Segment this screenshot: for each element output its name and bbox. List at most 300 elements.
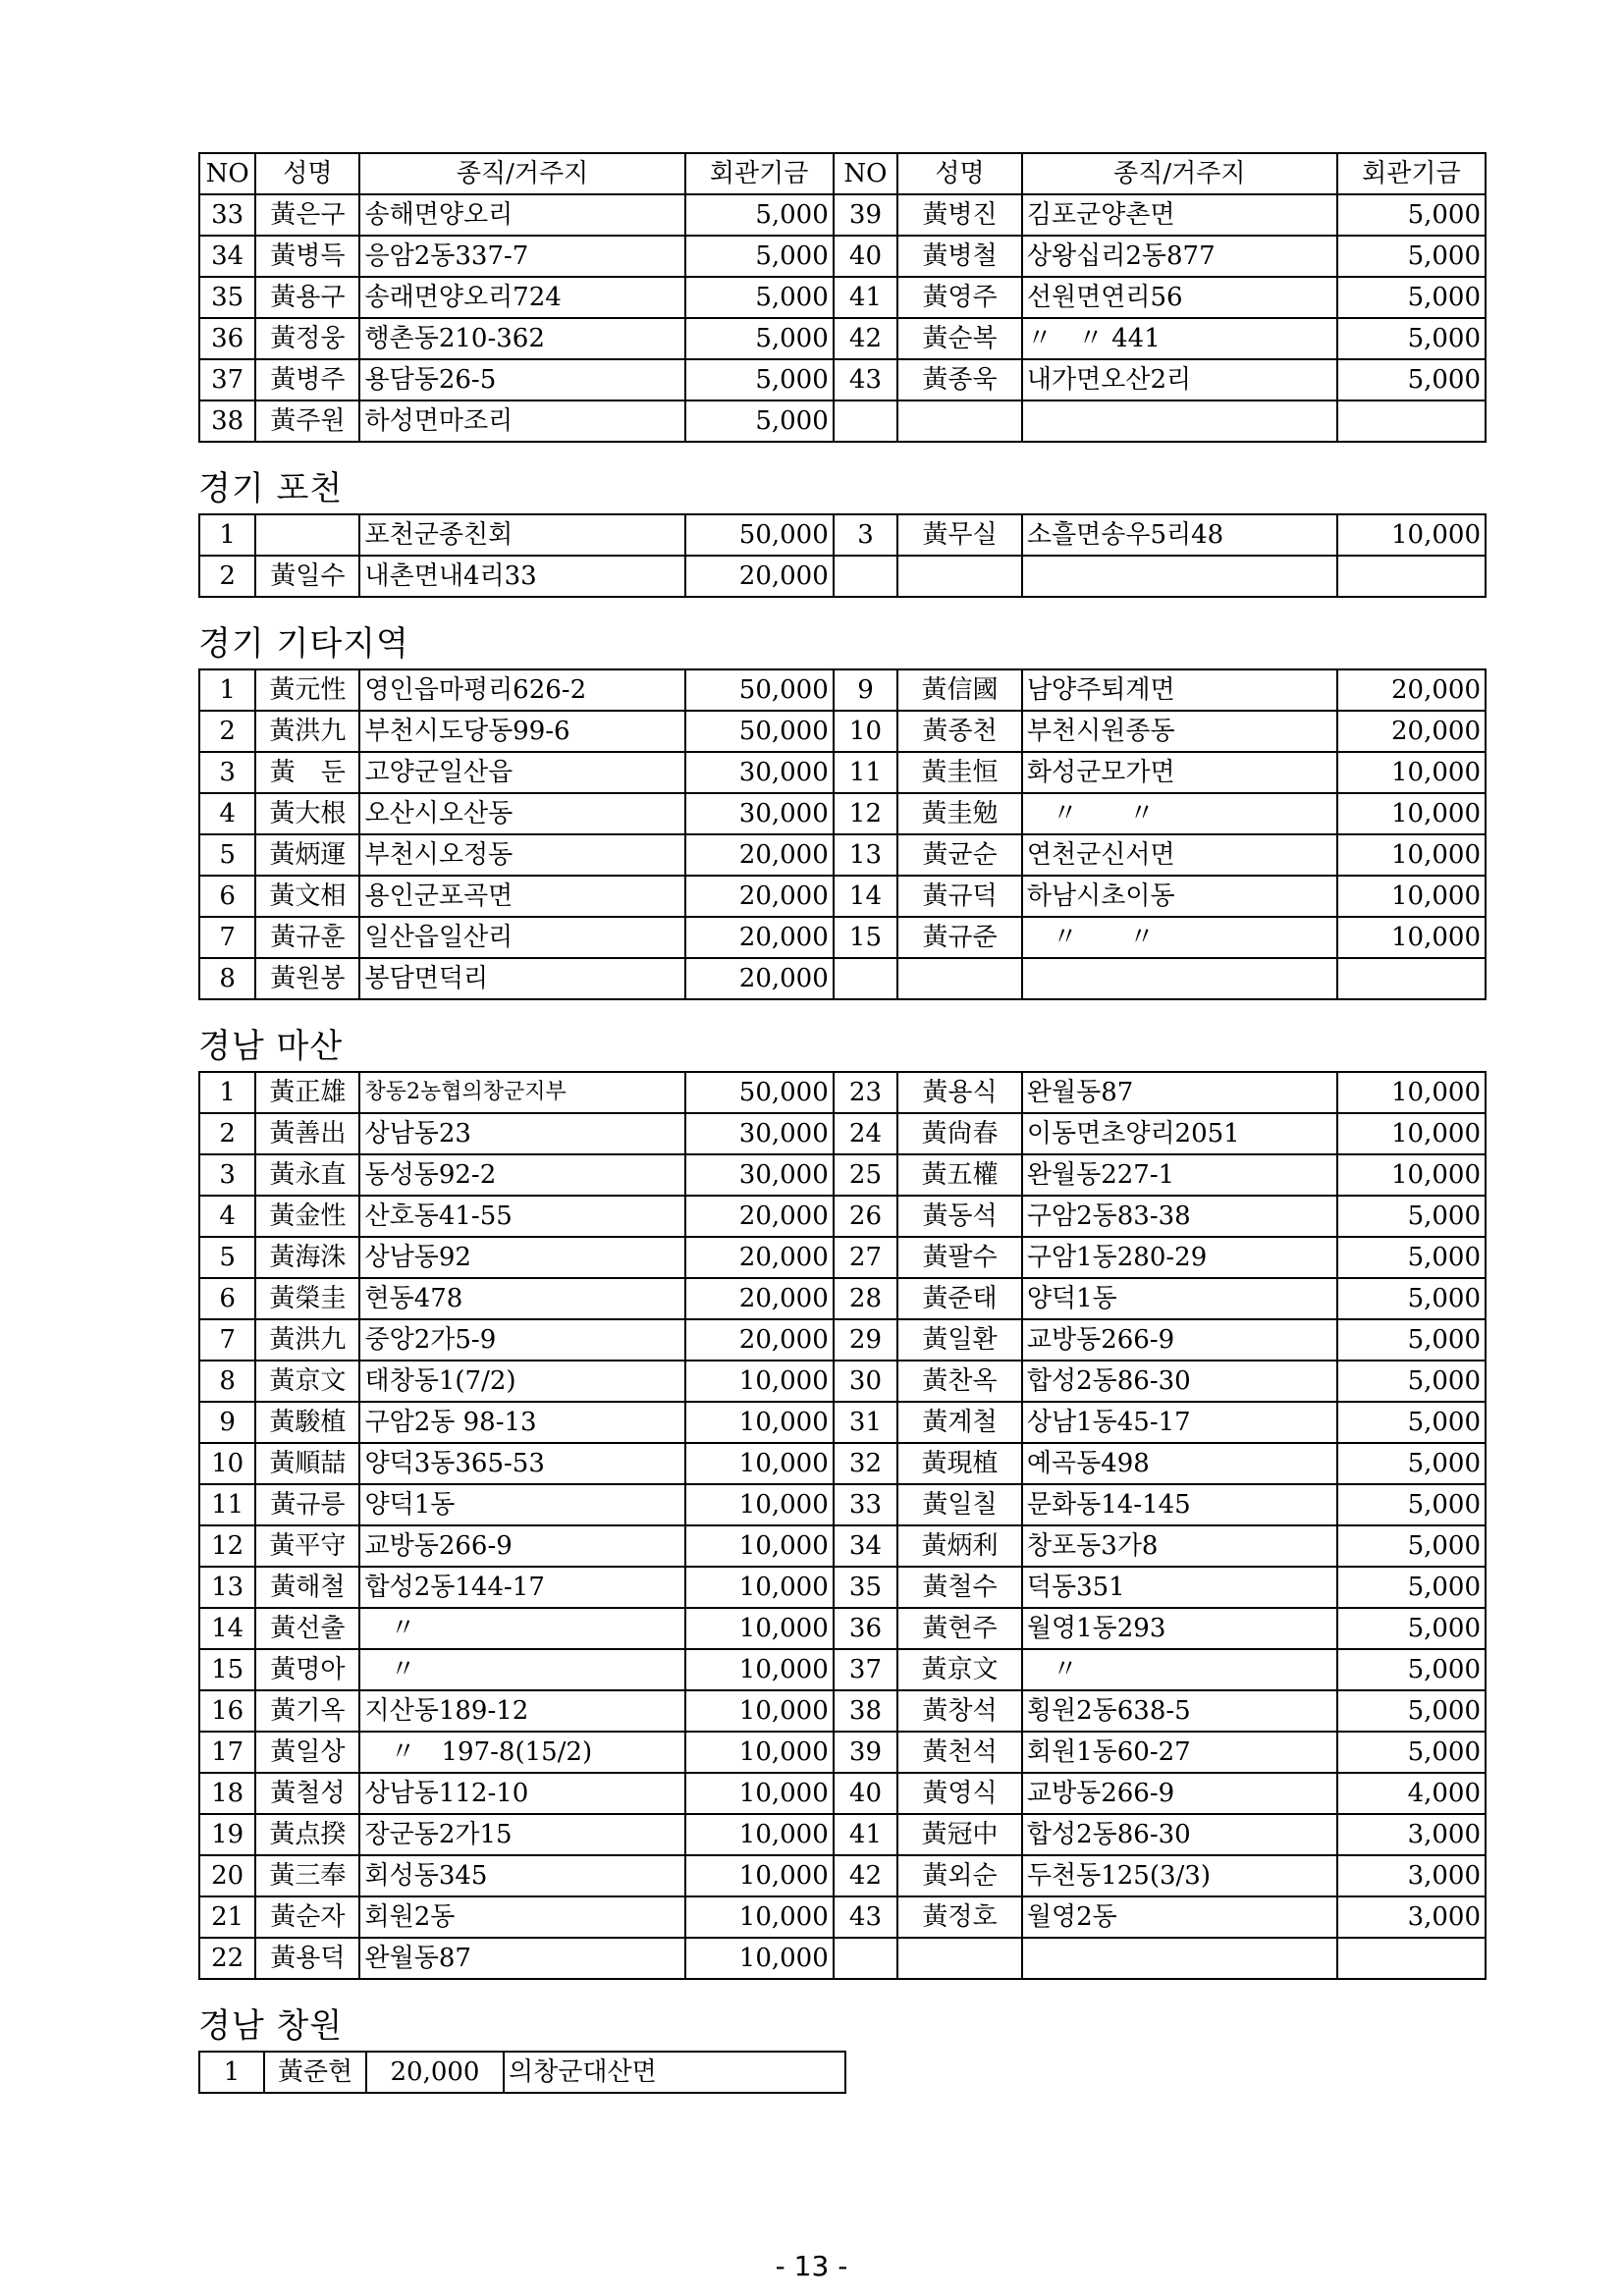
cell-amount: 5,000 <box>685 318 834 359</box>
cell-address: 오산시오산동 <box>359 793 684 834</box>
table-row <box>199 194 1486 236</box>
section-title: 경기 포천 <box>198 469 344 508</box>
cell-address: 행촌동210-362 <box>359 318 684 359</box>
cell-address: 덕동351 <box>1022 1567 1337 1608</box>
cell-address: 부천시원종동 <box>1022 711 1337 752</box>
cell-amount: 10,000 <box>685 1402 834 1443</box>
cell-no: 32 <box>834 1443 897 1484</box>
cell-name: 黃기옥 <box>255 1690 359 1732</box>
cell-address: 완월동227-1 <box>1022 1154 1337 1196</box>
cell-address: 상왕십리2동877 <box>1022 236 1337 277</box>
cell-address: 송해면양오리 <box>359 194 684 236</box>
table-row <box>199 752 1486 793</box>
cell-no: 3 <box>199 752 255 793</box>
cell-no: 25 <box>834 1154 897 1196</box>
cell-amount: 20,000 <box>685 834 834 876</box>
cell-amount: 10,000 <box>685 1649 834 1690</box>
header-cell: 성명 <box>255 153 359 194</box>
cell-name: 黃명아 <box>255 1649 359 1690</box>
cell-address: 구암1동280-29 <box>1022 1237 1337 1278</box>
cell-name: 黃병철 <box>897 236 1022 277</box>
cell-no: 19 <box>199 1814 255 1855</box>
cell-no: 11 <box>199 1484 255 1525</box>
cell-address: 횡원2동638-5 <box>1022 1690 1337 1732</box>
cell-no: 35 <box>834 1567 897 1608</box>
cell-name: 黃현주 <box>897 1608 1022 1649</box>
table-row <box>199 834 1486 876</box>
cell-name: 黃善出 <box>255 1113 359 1154</box>
table-row <box>199 318 1486 359</box>
cell-name: 黃일수 <box>255 556 359 597</box>
cell-amount: 3,000 <box>1337 1855 1486 1896</box>
table-row <box>199 711 1486 752</box>
cell-name: 黃종욱 <box>897 359 1022 400</box>
cell-no: 13 <box>199 1567 255 1608</box>
cell-no: 38 <box>199 400 255 442</box>
cell-name: 黃 둔 <box>255 752 359 793</box>
cell-address: 교방동266-9 <box>359 1525 684 1567</box>
cell-no: 16 <box>199 1690 255 1732</box>
cell-no: 3 <box>199 1154 255 1196</box>
cell-amount: 10,000 <box>685 1732 834 1773</box>
cell-no: 31 <box>834 1402 897 1443</box>
cell-amount: 5,000 <box>1337 1319 1486 1361</box>
cell-address: 용인군포곡면 <box>359 876 684 917</box>
cell-amount: 10,000 <box>1337 514 1486 556</box>
cell-no: 38 <box>834 1690 897 1732</box>
cell-name: 黃원봉 <box>255 958 359 999</box>
table-row <box>199 1237 1486 1278</box>
cell-amount: 5,000 <box>1337 1237 1486 1278</box>
cell-no: 21 <box>199 1896 255 1938</box>
cell-no: 1 <box>199 514 255 556</box>
table-body <box>199 153 1486 442</box>
header-cell: 종직/거주지 <box>1022 153 1337 194</box>
cell-amount: 10,000 <box>685 1484 834 1525</box>
cell-name: 黃順喆 <box>255 1443 359 1484</box>
cell-no: 36 <box>834 1608 897 1649</box>
cell-address: 상남동92 <box>359 1237 684 1278</box>
cell-address: 구암2동 98-13 <box>359 1402 684 1443</box>
cell-address: 의창군대산면 <box>504 2052 845 2093</box>
cell-name: 黃해철 <box>255 1567 359 1608</box>
cell-no: 10 <box>834 711 897 752</box>
cell-amount <box>1337 1938 1486 1979</box>
cell-amount: 10,000 <box>685 1525 834 1567</box>
cell-name: 黃철성 <box>255 1773 359 1814</box>
cell-amount: 10,000 <box>685 1773 834 1814</box>
cell-address: 하남시초이동 <box>1022 876 1337 917</box>
cell-no: 28 <box>834 1278 897 1319</box>
cell-address: 동성동92-2 <box>359 1154 684 1196</box>
cell-no: 9 <box>199 1402 255 1443</box>
cell-amount: 20,000 <box>685 1319 834 1361</box>
table-row <box>199 1608 1486 1649</box>
cell-name: 黃균순 <box>897 834 1022 876</box>
cell-address: 〃 〃 <box>1022 793 1337 834</box>
cell-name: 黃영주 <box>897 277 1022 318</box>
table-row <box>199 514 1486 556</box>
cell-amount: 5,000 <box>1337 1525 1486 1567</box>
cell-name: 黃圭勉 <box>897 793 1022 834</box>
cell-no: 22 <box>199 1938 255 1979</box>
table-row <box>199 958 1486 999</box>
header-cell: 회관기금 <box>1337 153 1486 194</box>
header-cell: NO <box>834 153 897 194</box>
cell-amount: 5,000 <box>1337 1732 1486 1773</box>
cell-address: 〃 197-8(15/2) <box>359 1732 684 1773</box>
cell-name: 黃주원 <box>255 400 359 442</box>
cell-name: 黃외순 <box>897 1855 1022 1896</box>
cell-amount: 5,000 <box>685 277 834 318</box>
table-changwon <box>198 2051 846 2094</box>
cell-no: 33 <box>834 1484 897 1525</box>
cell-amount: 5,000 <box>1337 1484 1486 1525</box>
cell-name: 黃五權 <box>897 1154 1022 1196</box>
cell-name: 黃찬옥 <box>897 1361 1022 1402</box>
cell-address: 양덕3동365-53 <box>359 1443 684 1484</box>
cell-no: 41 <box>834 1814 897 1855</box>
cell-name: 黃무실 <box>897 514 1022 556</box>
cell-amount: 4,000 <box>1337 1773 1486 1814</box>
table-row <box>199 1113 1486 1154</box>
cell-no: 23 <box>834 1072 897 1113</box>
table-row <box>199 917 1486 958</box>
cell-no: 4 <box>199 793 255 834</box>
cell-amount: 5,000 <box>685 359 834 400</box>
header-cell: 회관기금 <box>685 153 834 194</box>
cell-no: 13 <box>834 834 897 876</box>
cell-name: 黃일칠 <box>897 1484 1022 1525</box>
cell-no: 39 <box>834 1732 897 1773</box>
cell-name: 黃준현 <box>264 2052 366 2093</box>
table-row <box>199 1773 1486 1814</box>
cell-no: 43 <box>834 359 897 400</box>
cell-amount: 50,000 <box>685 1072 834 1113</box>
cell-name: 黃종천 <box>897 711 1022 752</box>
cell-address: 지산동189-12 <box>359 1690 684 1732</box>
cell-name <box>255 514 359 556</box>
table-row <box>199 556 1486 597</box>
table-row <box>199 876 1486 917</box>
cell-address: 〃 <box>1022 1649 1337 1690</box>
cell-name: 黃은구 <box>255 194 359 236</box>
table-row <box>199 1690 1486 1732</box>
table-row <box>199 359 1486 400</box>
cell-amount: 10,000 <box>685 1361 834 1402</box>
cell-amount: 5,000 <box>1337 1608 1486 1649</box>
section-title: 경남 마산 <box>198 1027 344 1066</box>
document-page <box>198 152 1487 2094</box>
cell-no: 39 <box>834 194 897 236</box>
table-row <box>199 1443 1486 1484</box>
table-row <box>199 1649 1486 1690</box>
cell-address: 산호동41-55 <box>359 1196 684 1237</box>
cell-no: 7 <box>199 917 255 958</box>
cell-address: 부천시오정동 <box>359 834 684 876</box>
cell-address: 영인읍마평리626-2 <box>359 669 684 711</box>
cell-name: 黃동석 <box>897 1196 1022 1237</box>
cell-amount: 50,000 <box>685 514 834 556</box>
sections-container <box>198 464 1487 1980</box>
cell-no: 42 <box>834 318 897 359</box>
cell-address: 중앙2가5-9 <box>359 1319 684 1361</box>
cell-address: 합성2동144-17 <box>359 1567 684 1608</box>
cell-address: 태창동1(7/2) <box>359 1361 684 1402</box>
cell-no: 36 <box>199 318 255 359</box>
cell-address: 이동면초양리2051 <box>1022 1113 1337 1154</box>
cell-address: 연천군신서면 <box>1022 834 1337 876</box>
cell-no: 3 <box>834 514 897 556</box>
cell-address: 교방동266-9 <box>1022 1319 1337 1361</box>
cell-address: 내가면오산2리 <box>1022 359 1337 400</box>
cell-name: 黃元性 <box>255 669 359 711</box>
header-cell: 종직/거주지 <box>359 153 684 194</box>
cell-name: 黃現植 <box>897 1443 1022 1484</box>
cell-address: 합성2동86-30 <box>1022 1814 1337 1855</box>
cell-amount: 30,000 <box>685 793 834 834</box>
cell-address: 구암2동83-38 <box>1022 1196 1337 1237</box>
cell-amount: 20,000 <box>685 1278 834 1319</box>
table-row <box>199 1154 1486 1196</box>
cell-name: 黃규덕 <box>897 876 1022 917</box>
cell-no: 10 <box>199 1443 255 1484</box>
cell-address: 상남동23 <box>359 1113 684 1154</box>
cell-no: 42 <box>834 1855 897 1896</box>
cell-no: 26 <box>834 1196 897 1237</box>
cell-no: 2 <box>199 711 255 752</box>
cell-no: 18 <box>199 1773 255 1814</box>
cell-name: 黃병주 <box>255 359 359 400</box>
cell-address <box>1022 400 1337 442</box>
cell-amount: 20,000 <box>685 1237 834 1278</box>
cell-no: 17 <box>199 1732 255 1773</box>
table-row <box>199 1855 1486 1896</box>
table-row <box>199 1525 1486 1567</box>
cell-name: 黃京文 <box>255 1361 359 1402</box>
cell-name: 黃창석 <box>897 1690 1022 1732</box>
table-row <box>199 1484 1486 1525</box>
cell-no: 7 <box>199 1319 255 1361</box>
cell-amount: 10,000 <box>1337 1113 1486 1154</box>
cell-address: 합성2동86-30 <box>1022 1361 1337 1402</box>
cell-no: 6 <box>199 876 255 917</box>
cell-no: 1 <box>199 2052 264 2093</box>
cell-no: 30 <box>834 1361 897 1402</box>
cell-no: 34 <box>834 1525 897 1567</box>
table-row <box>199 1814 1486 1855</box>
cell-address: 교방동266-9 <box>1022 1773 1337 1814</box>
cell-name: 黃천석 <box>897 1732 1022 1773</box>
cell-amount: 5,000 <box>1337 277 1486 318</box>
cell-no: 37 <box>199 359 255 400</box>
table-row <box>199 669 1486 711</box>
cell-no <box>834 1938 897 1979</box>
cell-amount: 30,000 <box>685 1113 834 1154</box>
cell-address: 남양주퇴계면 <box>1022 669 1337 711</box>
cell-name: 黃三奉 <box>255 1855 359 1896</box>
cell-amount: 5,000 <box>685 194 834 236</box>
cell-name: 黃冠中 <box>897 1814 1022 1855</box>
cell-no: 1 <box>199 669 255 711</box>
cell-amount: 5,000 <box>1337 1361 1486 1402</box>
cell-address: 창포동3가8 <box>1022 1525 1337 1567</box>
cell-name: 黃병득 <box>255 236 359 277</box>
cell-no <box>834 958 897 999</box>
cell-no: 2 <box>199 1113 255 1154</box>
cell-no <box>834 400 897 442</box>
cell-address <box>1022 1938 1337 1979</box>
cell-name: 黃京文 <box>897 1649 1022 1690</box>
cell-amount <box>1337 958 1486 999</box>
cell-name: 黃正雄 <box>255 1072 359 1113</box>
cell-name: 黃순자 <box>255 1896 359 1938</box>
cell-name: 黃일상 <box>255 1732 359 1773</box>
cell-amount: 10,000 <box>1337 834 1486 876</box>
cell-name: 黃圭恒 <box>897 752 1022 793</box>
cell-name: 黃駿植 <box>255 1402 359 1443</box>
cell-amount: 5,000 <box>685 236 834 277</box>
cell-no: 27 <box>834 1237 897 1278</box>
cell-amount: 5,000 <box>1337 1278 1486 1319</box>
cell-amount: 10,000 <box>685 1608 834 1649</box>
cell-address <box>1022 556 1337 597</box>
cell-address: 내촌면내4리33 <box>359 556 684 597</box>
cell-name: 黃文相 <box>255 876 359 917</box>
section-title: 경남 창원 <box>198 2006 344 2046</box>
cell-address: 양덕1동 <box>1022 1278 1337 1319</box>
cell-no: 2 <box>199 556 255 597</box>
cell-no: 8 <box>199 958 255 999</box>
cell-name: 黃규훈 <box>255 917 359 958</box>
cell-amount: 10,000 <box>685 1938 834 1979</box>
cell-name: 黃철수 <box>897 1567 1022 1608</box>
cell-amount: 20,000 <box>1337 669 1486 711</box>
cell-no: 8 <box>199 1361 255 1402</box>
cell-name: 黃炳利 <box>897 1525 1022 1567</box>
cell-no: 24 <box>834 1113 897 1154</box>
cell-amount: 5,000 <box>1337 236 1486 277</box>
cell-name: 黃일환 <box>897 1319 1022 1361</box>
cell-amount: 10,000 <box>685 1896 834 1938</box>
header-cell: 성명 <box>897 153 1022 194</box>
cell-name: 黃용식 <box>897 1072 1022 1113</box>
cell-name: 黃정호 <box>897 1896 1022 1938</box>
cell-address: 문화동14-145 <box>1022 1484 1337 1525</box>
cell-address: 선원면연리56 <box>1022 277 1337 318</box>
cell-name: 黃준태 <box>897 1278 1022 1319</box>
cell-no: 12 <box>199 1525 255 1567</box>
table-row <box>199 793 1486 834</box>
cell-no: 14 <box>199 1608 255 1649</box>
cell-amount: 5,000 <box>1337 1443 1486 1484</box>
cell-amount: 5,000 <box>1337 1196 1486 1237</box>
table-row <box>199 2052 845 2093</box>
cell-name: 黃선출 <box>255 1608 359 1649</box>
cell-amount: 5,000 <box>1337 1690 1486 1732</box>
cell-address: 장군동2가15 <box>359 1814 684 1855</box>
table-row <box>199 1196 1486 1237</box>
cell-no: 34 <box>199 236 255 277</box>
cell-no: 33 <box>199 194 255 236</box>
table-row <box>199 1938 1486 1979</box>
table-header-row <box>199 153 1486 194</box>
cell-amount: 20,000 <box>366 2052 504 2093</box>
cell-name: 黃平守 <box>255 1525 359 1567</box>
cell-address: 회원2동 <box>359 1896 684 1938</box>
cell-amount: 10,000 <box>1337 752 1486 793</box>
cell-address: 월영1동293 <box>1022 1608 1337 1649</box>
cell-address: 용담동26-5 <box>359 359 684 400</box>
cell-no: 12 <box>834 793 897 834</box>
section-table <box>198 1071 1487 1980</box>
cell-name: 黃영식 <box>897 1773 1022 1814</box>
table-row <box>199 1896 1486 1938</box>
cell-no: 40 <box>834 1773 897 1814</box>
cell-no: 35 <box>199 277 255 318</box>
cell-amount: 10,000 <box>1337 793 1486 834</box>
cell-amount: 10,000 <box>685 1855 834 1896</box>
cell-address: 송래면양오리724 <box>359 277 684 318</box>
cell-address: 〃 〃 441 <box>1022 318 1337 359</box>
cell-no: 4 <box>199 1196 255 1237</box>
cell-name <box>897 556 1022 597</box>
cell-no: 5 <box>199 1237 255 1278</box>
cell-amount: 20,000 <box>685 958 834 999</box>
cell-name: 黃계철 <box>897 1402 1022 1443</box>
cell-no: 6 <box>199 1278 255 1319</box>
table-row <box>199 400 1486 442</box>
cell-address: 창동2농협의창군지부 <box>359 1072 684 1113</box>
cell-amount: 5,000 <box>1337 359 1486 400</box>
cell-address: 봉담면덕리 <box>359 958 684 999</box>
cell-no <box>834 556 897 597</box>
cell-name: 黃규준 <box>897 917 1022 958</box>
cell-name: 黃永直 <box>255 1154 359 1196</box>
cell-name: 黃榮圭 <box>255 1278 359 1319</box>
cell-name: 黃信國 <box>897 669 1022 711</box>
cell-amount: 10,000 <box>1337 876 1486 917</box>
cell-amount: 20,000 <box>685 1196 834 1237</box>
cell-address: 완월동87 <box>359 1938 684 1979</box>
cell-name: 黃尙春 <box>897 1113 1022 1154</box>
cell-address: 예곡동498 <box>1022 1443 1337 1484</box>
table-row <box>199 1361 1486 1402</box>
cell-name: 黃炳運 <box>255 834 359 876</box>
cell-amount: 10,000 <box>685 1690 834 1732</box>
cell-name: 黃洪九 <box>255 1319 359 1361</box>
cell-name <box>897 400 1022 442</box>
cell-amount <box>1337 400 1486 442</box>
cell-amount: 10,000 <box>1337 1072 1486 1113</box>
cell-name: 黃大根 <box>255 793 359 834</box>
table-continued <box>198 152 1487 443</box>
cell-amount: 30,000 <box>685 1154 834 1196</box>
cell-address <box>1022 958 1337 999</box>
cell-address: 상남1동45-17 <box>1022 1402 1337 1443</box>
cell-address: 화성군모가면 <box>1022 752 1337 793</box>
cell-name: 黃규릉 <box>255 1484 359 1525</box>
cell-address: 완월동87 <box>1022 1072 1337 1113</box>
cell-name: 黃点揆 <box>255 1814 359 1855</box>
cell-no: 15 <box>199 1649 255 1690</box>
cell-amount: 50,000 <box>685 711 834 752</box>
cell-no: 9 <box>834 669 897 711</box>
cell-address: 김포군양촌면 <box>1022 194 1337 236</box>
cell-amount: 50,000 <box>685 669 834 711</box>
cell-address: 〃 <box>359 1608 684 1649</box>
cell-no: 15 <box>834 917 897 958</box>
